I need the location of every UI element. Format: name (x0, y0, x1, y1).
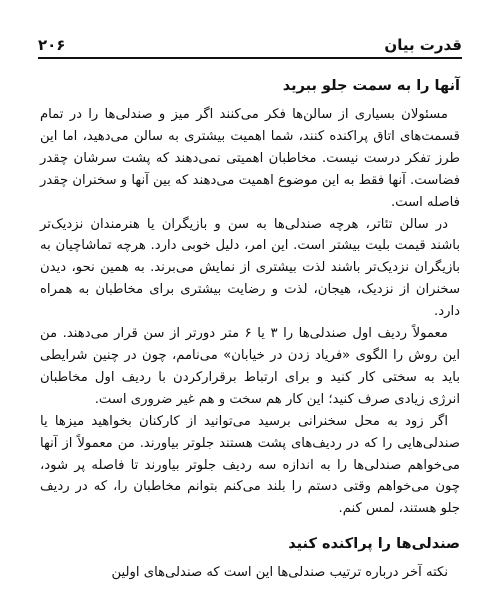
book-title: قدرت بیان (384, 36, 462, 54)
paragraph: مسئولان بسیاری از سالن‌ها فکر می‌کنند اگر میز و صندلی‌ها را در تمام قسمت‌های اتاق پراکنده کنند، شما اهمیت بیشتری به سالن می‌دهید، اما این طرز تفکر درست نیست. مخاطبان اهمیتی نمی‌دهند که پشت سرشان چقدر فضاست. آنها فقط به این موضوع اهمیت می‌دهند که بین آنها و سخنران چقدر فاصله است. (40, 107, 460, 210)
section-heading: آنها را به سمت جلو ببرید (282, 78, 460, 94)
header-divider (38, 57, 462, 59)
running-header (38, 30, 462, 54)
paragraph: در سالن تئاتر، هرچه صندلی‌ها به سن و بازیگران یا هنرمندان نزدیک‌تر باشند قیمت بلیت بیشتر است. این امر، دلیل خوبی دارد. هرچه تماشاچیان به بازیگران نزدیک‌تر باشند لذت بیشتری از نمایش می‌برند. به همین نحو، دیدن سخنران از نزدیک، هیجان، لذت و رضایت بیشتری برای مخاطبان به همراه دارد. (40, 216, 460, 320)
section-heading: صندلی‌ها را پراکنده کنید (288, 536, 460, 553)
paragraph: اگر زود به محل سخنرانی برسید می‌توانید از کارکنان بخواهید میزها یا صندلی‌هایی را که در ردیف‌های پشت هستند جلوتر بیاورند. من معمولاً از آنها می‌خواهم صندلی‌ها را به اندازه سه ردیف جلوتر بیاورند تا فاصله پر شود، چون می‌خواهم وقتی دستم را بلند می‌کنم بتوانم مخاطبان را، که در ردیف جلو هستند، لمس کنم. (40, 413, 460, 517)
page-body (40, 76, 460, 584)
paragraph: نکته آخر درباره ترتیب صندلی‌ها این است که صندلی‌های اولین (111, 565, 448, 581)
paragraph: معمولاً ردیف اول صندلی‌ها را ۳ یا ۶ متر دورتر از سن قرار می‌دهند. من این روش را الگوی «فریاد زدن در خیابان» می‌نامم، چون در چنین شرایطی باید به سختی کار کنید و برای ارتباط برقرارکردن با ردیف اول مخاطبان انرژی زیادی صرف کنید؛ این کار هم سخت و هم غیر ضروری است. (40, 326, 460, 407)
page-number: ۲۰۶ (38, 36, 66, 54)
